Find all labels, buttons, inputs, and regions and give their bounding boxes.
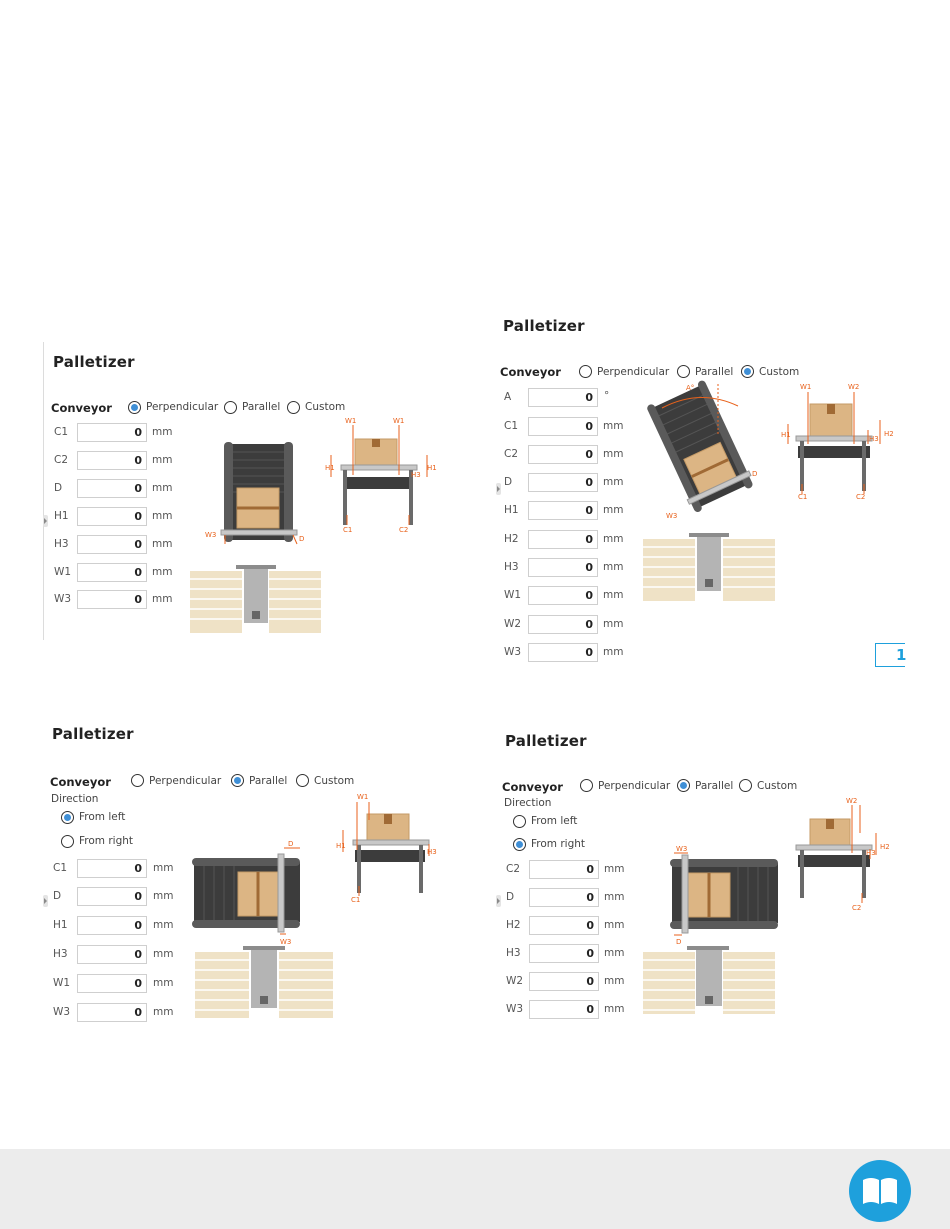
radio-from-right[interactable] <box>61 835 74 848</box>
param-label: H1 <box>54 510 69 522</box>
dim-label-w3: W3 <box>666 512 678 520</box>
param-unit: mm <box>152 482 173 494</box>
panel-title: Palletizer <box>52 725 134 743</box>
dim-label-c2: C2 <box>852 904 862 912</box>
param-label: D <box>54 482 63 494</box>
param-unit: mm <box>604 891 625 903</box>
conveyor-top-view-diagram <box>668 843 783 948</box>
conveyor-top-view-diagram <box>190 840 305 950</box>
param-unit: mm <box>604 975 625 987</box>
radio-perpendicular-label[interactable]: Perpendicular <box>149 775 222 787</box>
param-input-w3[interactable]: 0 <box>77 1003 147 1022</box>
dim-label-h1: H1 <box>325 464 335 472</box>
param-unit: mm <box>152 510 173 522</box>
dim-label-a: A° <box>686 384 695 392</box>
radio-parallel[interactable] <box>231 774 244 787</box>
dim-label-w1: W1 <box>357 793 369 801</box>
radio-from-right-label[interactable]: From right <box>79 835 134 847</box>
param-input-c2[interactable]: 0 <box>529 860 599 879</box>
radio-from-right-label[interactable]: From right <box>531 838 586 850</box>
param-input-c1[interactable]: 0 <box>77 423 147 442</box>
collapse-handle[interactable] <box>496 483 501 495</box>
radio-custom[interactable] <box>739 779 752 792</box>
conveyor-label: Conveyor <box>500 365 561 379</box>
param-label: C1 <box>54 426 69 438</box>
dim-label-c1: C1 <box>343 526 353 534</box>
radio-custom[interactable] <box>287 401 300 414</box>
dim-label-d: D <box>288 840 294 848</box>
param-input-d[interactable]: 0 <box>529 888 599 907</box>
param-label: W1 <box>53 977 71 989</box>
pallet-layout-diagram <box>643 942 778 1017</box>
direction-label: Direction <box>51 793 99 805</box>
radio-parallel[interactable] <box>677 779 690 792</box>
radio-from-left-label[interactable]: From left <box>79 811 126 823</box>
param-label: H3 <box>504 561 519 573</box>
radio-parallel-label[interactable]: Parallel <box>249 775 288 787</box>
param-label: A <box>504 391 512 403</box>
param-unit: mm <box>152 454 173 466</box>
param-unit: mm <box>152 566 173 578</box>
param-unit: mm <box>153 977 174 989</box>
radio-custom-label[interactable]: Custom <box>759 366 800 378</box>
collapse-handle[interactable] <box>43 895 48 907</box>
param-label: H3 <box>54 538 69 550</box>
book-icon[interactable] <box>849 1160 911 1222</box>
param-unit: mm <box>152 593 173 605</box>
dim-label-d: D <box>299 535 305 543</box>
param-unit: mm <box>152 538 173 550</box>
dim-label-c2: C2 <box>399 526 409 534</box>
conveyor-side-view-diagram <box>335 790 445 905</box>
param-input-h2[interactable]: 0 <box>529 916 599 935</box>
param-input-c2[interactable]: 0 <box>528 445 598 464</box>
param-label: W2 <box>504 618 522 630</box>
dim-label-w1: W1 <box>345 417 357 425</box>
param-input-h3[interactable]: 0 <box>77 535 147 554</box>
param-label: H2 <box>506 919 521 931</box>
pallet-layout-diagram <box>643 533 778 605</box>
dim-label-h1: H1 <box>336 842 346 850</box>
param-label: W1 <box>54 566 72 578</box>
dim-label-d: D <box>676 938 682 946</box>
dim-label-d: D <box>752 470 758 478</box>
radio-perpendicular[interactable] <box>580 779 593 792</box>
pallet-layout-diagram <box>190 565 325 635</box>
param-input-h3[interactable]: 0 <box>529 944 599 963</box>
param-input-w1[interactable]: 0 <box>77 563 147 582</box>
radio-custom-label[interactable]: Custom <box>757 780 798 792</box>
conveyor-side-view-diagram <box>325 415 440 535</box>
param-unit: ° <box>604 390 610 402</box>
radio-parallel-label[interactable]: Parallel <box>242 401 281 413</box>
conveyor-label: Conveyor <box>51 401 112 415</box>
dim-label-h2: H2 <box>880 843 890 851</box>
param-label: W3 <box>53 1006 71 1018</box>
radio-parallel[interactable] <box>224 401 237 414</box>
radio-from-left-label[interactable]: From left <box>531 815 578 827</box>
conveyor-label: Conveyor <box>502 780 563 794</box>
book-icon-glyph <box>849 1160 911 1222</box>
param-unit: mm <box>603 618 624 630</box>
param-label: W3 <box>506 1003 524 1015</box>
param-input-w2[interactable]: 0 <box>528 615 598 634</box>
param-input-h1[interactable]: 0 <box>77 507 147 526</box>
param-label: W3 <box>54 593 72 605</box>
radio-perpendicular-label[interactable]: Perpendicular <box>597 366 670 378</box>
dim-label-c1: C1 <box>798 493 808 501</box>
param-input-h1[interactable]: 0 <box>528 501 598 520</box>
dim-label-w2: W2 <box>846 797 858 805</box>
param-label: D <box>53 890 62 902</box>
dim-label-h1: H1 <box>781 431 791 439</box>
dim-label-w1: W1 <box>393 417 405 425</box>
radio-custom[interactable] <box>741 365 754 378</box>
param-input-w2[interactable]: 0 <box>529 972 599 991</box>
param-unit: mm <box>603 504 624 516</box>
dim-label-h3: H3 <box>427 848 437 856</box>
radio-perpendicular[interactable] <box>131 774 144 787</box>
dim-label-h2: H2 <box>884 430 894 438</box>
param-unit: mm <box>603 533 624 545</box>
pallet-layout-diagram <box>195 942 335 1020</box>
param-label: H1 <box>504 504 519 516</box>
param-input-h2[interactable]: 0 <box>528 530 598 549</box>
param-label: H2 <box>504 533 519 545</box>
conveyor-top-view-diagram <box>205 440 310 550</box>
param-unit: mm <box>603 420 624 432</box>
param-label: D <box>504 476 513 488</box>
radio-from-left[interactable] <box>61 811 74 824</box>
radio-custom-label[interactable]: Custom <box>305 401 346 413</box>
param-unit: mm <box>603 448 624 460</box>
dim-label-w2: W2 <box>848 383 860 391</box>
conveyor-custom-angle-diagram <box>640 380 770 525</box>
param-label: W2 <box>506 975 524 987</box>
panel-title: Palletizer <box>53 353 135 371</box>
radio-perpendicular-label[interactable]: Perpendicular <box>146 401 219 413</box>
direction-label: Direction <box>504 797 552 809</box>
param-input-w1[interactable]: 0 <box>528 586 598 605</box>
radio-parallel-label[interactable]: Parallel <box>695 780 734 792</box>
dim-label-c1: C1 <box>351 896 361 904</box>
footer-bar <box>0 1149 950 1229</box>
param-input-h3[interactable]: 0 <box>528 558 598 577</box>
param-label: H3 <box>506 947 521 959</box>
dim-label-w3: W3 <box>676 845 688 853</box>
param-unit: mm <box>603 561 624 573</box>
panel-divider <box>43 342 44 640</box>
dim-label-c2: C2 <box>856 493 866 501</box>
param-unit: mm <box>153 1006 174 1018</box>
param-input-c1[interactable]: 0 <box>77 859 147 878</box>
dim-label-w3: W3 <box>205 531 217 539</box>
conveyor-side-view-diagram <box>780 380 898 500</box>
page-indicator[interactable]: 1 <box>875 643 905 667</box>
radio-custom[interactable] <box>296 774 309 787</box>
param-unit: mm <box>604 919 625 931</box>
param-label: H3 <box>53 948 68 960</box>
radio-from-right[interactable] <box>513 838 526 851</box>
param-input-w3[interactable]: 0 <box>528 643 598 662</box>
collapse-handle[interactable] <box>496 895 501 907</box>
param-input-d[interactable]: 0 <box>77 479 147 498</box>
radio-custom-label[interactable]: Custom <box>314 775 355 787</box>
param-input-d[interactable]: 0 <box>528 473 598 492</box>
param-label: H1 <box>53 919 68 931</box>
dim-label-h3: H3 <box>411 471 421 479</box>
param-input-w3[interactable]: 0 <box>529 1000 599 1019</box>
param-label: W3 <box>504 646 522 658</box>
conveyor-label: Conveyor <box>50 775 111 789</box>
dim-label-h1: H1 <box>427 464 437 472</box>
dim-label-h3: H3 <box>869 435 879 443</box>
radio-parallel-label[interactable]: Parallel <box>695 366 734 378</box>
param-input-w1[interactable]: 0 <box>77 974 147 993</box>
param-input-c1[interactable]: 0 <box>528 417 598 436</box>
param-label: C2 <box>504 448 519 460</box>
radio-perpendicular-label[interactable]: Perpendicular <box>598 780 671 792</box>
param-unit: mm <box>604 863 625 875</box>
dim-label-w1: W1 <box>800 383 812 391</box>
param-input-h3[interactable]: 0 <box>77 945 147 964</box>
param-unit: mm <box>153 948 174 960</box>
panel-title: Palletizer <box>503 317 585 335</box>
panel-title: Palletizer <box>505 732 587 750</box>
param-unit: mm <box>153 890 174 902</box>
param-label: W1 <box>504 589 522 601</box>
radio-perpendicular[interactable] <box>579 365 592 378</box>
param-label: D <box>506 891 515 903</box>
param-input-a[interactable]: 0 <box>528 388 598 407</box>
param-unit: mm <box>603 476 624 488</box>
param-input-h1[interactable]: 0 <box>77 916 147 935</box>
param-input-w3[interactable]: 0 <box>77 590 147 609</box>
param-input-d[interactable]: 0 <box>77 887 147 906</box>
param-label: C1 <box>504 420 519 432</box>
dim-label-h3: H3 <box>866 849 876 857</box>
dim-label-w3: W3 <box>280 938 292 946</box>
param-label: C1 <box>53 862 68 874</box>
param-unit: mm <box>152 426 173 438</box>
param-unit: mm <box>153 919 174 931</box>
param-label: C2 <box>506 863 521 875</box>
param-unit: mm <box>603 646 624 658</box>
param-unit: mm <box>603 589 624 601</box>
conveyor-side-view-diagram <box>790 793 895 915</box>
radio-from-left[interactable] <box>513 815 526 828</box>
param-unit: mm <box>153 862 174 874</box>
radio-parallel[interactable] <box>677 365 690 378</box>
param-unit: mm <box>604 947 625 959</box>
param-unit: mm <box>604 1003 625 1015</box>
param-input-c2[interactable]: 0 <box>77 451 147 470</box>
param-label: C2 <box>54 454 69 466</box>
radio-perpendicular[interactable] <box>128 401 141 414</box>
collapse-handle[interactable] <box>43 515 48 527</box>
